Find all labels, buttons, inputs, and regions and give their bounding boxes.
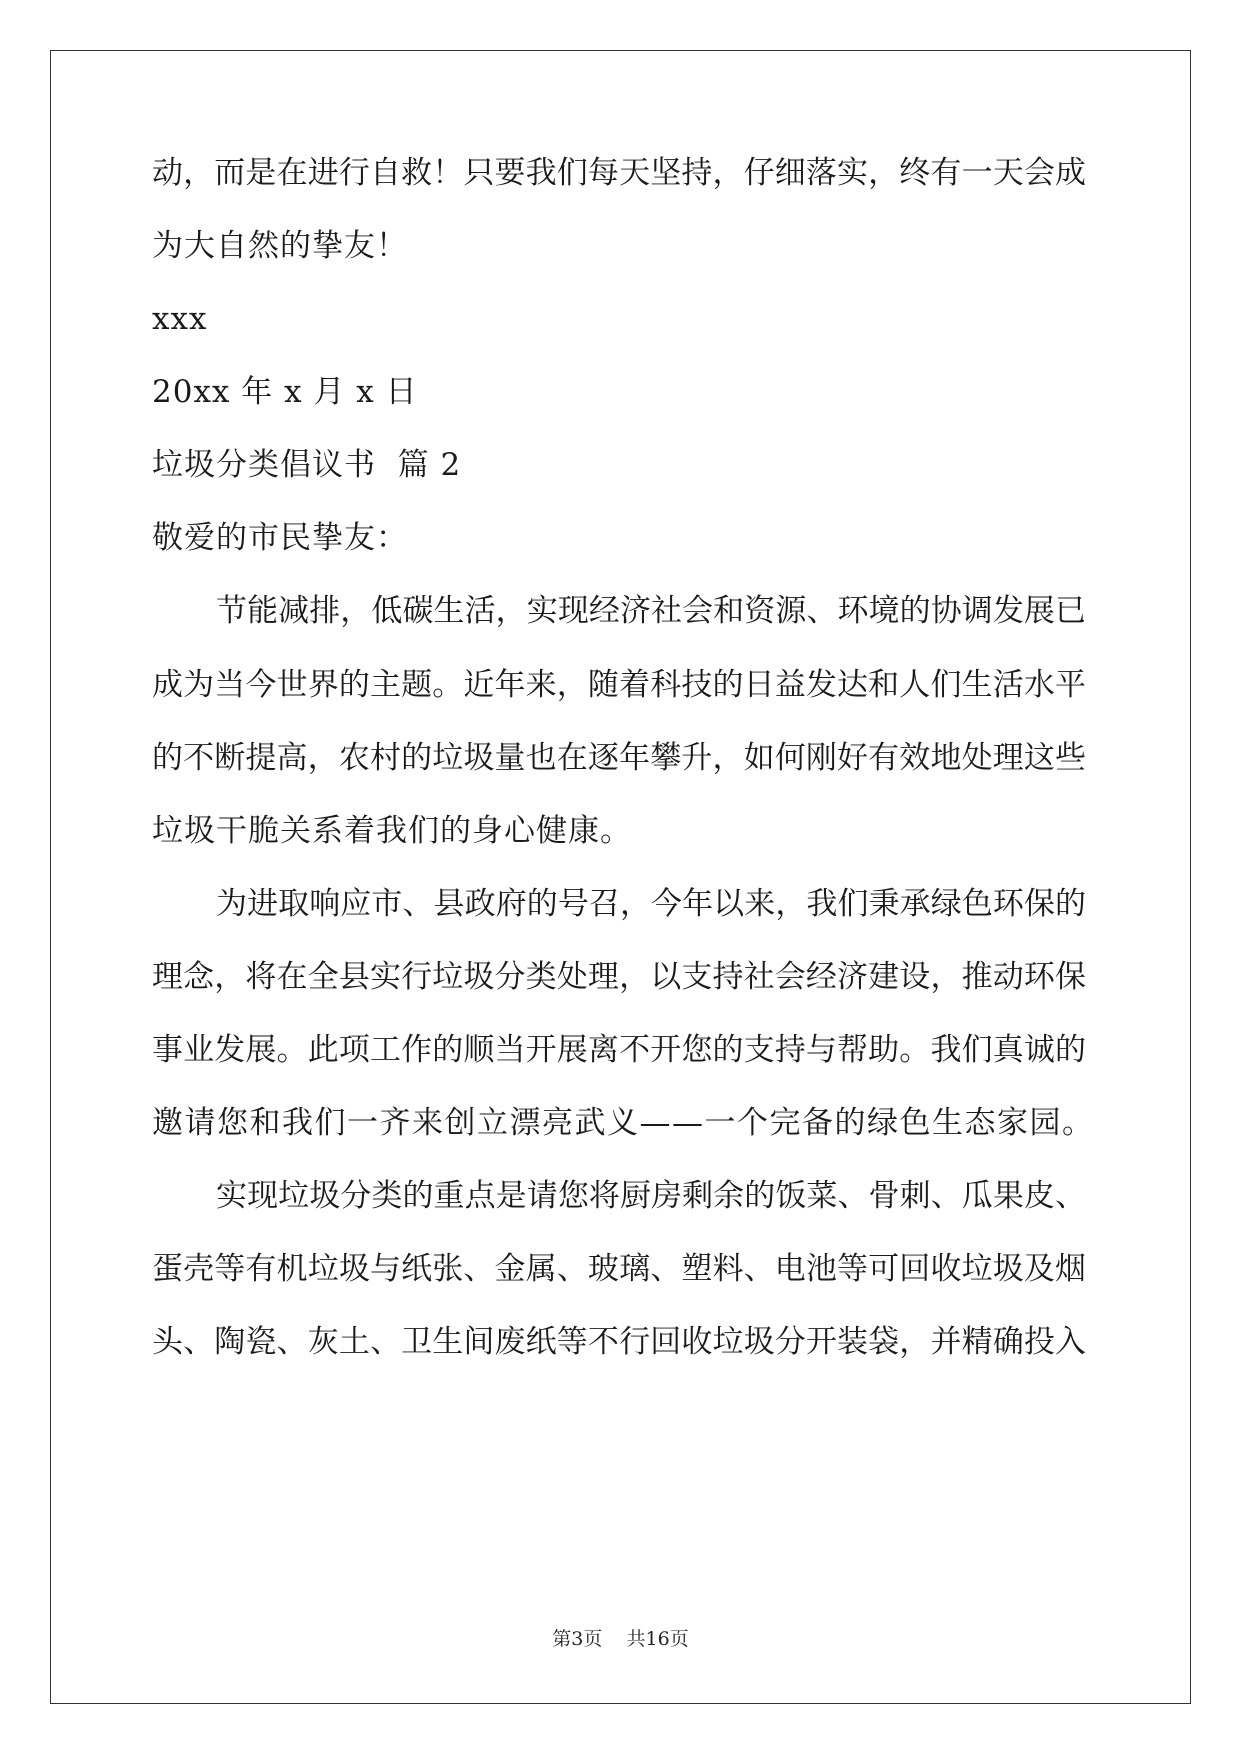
paragraph-1-line-3: 的不断提高，农村的垃圾量也在逐年攀升，如何刚好有效地处理这些 xyxy=(152,740,1086,776)
paragraph-3-line-2: 蛋壳等有机垃圾与纸张、金属、玻璃、塑料、电池等可回收垃圾及烟 xyxy=(152,1251,1086,1287)
footer-total-pages: 16 xyxy=(645,1628,670,1650)
footer-total-prefix: 共 xyxy=(626,1628,646,1650)
paragraph-1-line-4: 垃圾干脆关系着我们的身心健康。 xyxy=(152,813,632,849)
paragraph-2-line-1: 为进取响应市、县政府的号召，今年以来，我们秉承绿色环保的 xyxy=(216,886,1086,922)
paragraph-2-line-4: 邀请您和我们一齐来创立漂亮武义——一个完备的绿色生态家园。 xyxy=(152,1105,1095,1141)
paragraph-2-line-2: 理念，将在全县实行垃圾分类处理，以支持社会经济建设，推动环保 xyxy=(152,959,1086,995)
section-heading: 垃圾分类倡议书 篇 2 xyxy=(152,447,462,483)
paragraph-1-line-1: 节能减排，低碳生活，实现经济社会和资源、环境的协调发展已 xyxy=(216,593,1086,629)
body-line-1: 动，而是在进行自救！只要我们每天坚持，仔细落实，终有一天会成 xyxy=(152,155,1086,191)
page-border xyxy=(50,50,1191,1704)
paragraph-3-line-1: 实现垃圾分类的重点是请您将厨房剩余的饭菜、骨刺、瓜果皮、 xyxy=(216,1178,1086,1214)
footer-page-suffix: 页 xyxy=(583,1628,603,1650)
signature-date: 20xx 年 x 月 x 日 xyxy=(152,374,418,410)
paragraph-1-line-2: 成为当今世界的主题。近年来，随着科技的日益发达和人们生活水平 xyxy=(152,667,1086,703)
signature-name: xxx xyxy=(152,301,208,337)
footer-page-prefix: 第 xyxy=(552,1628,572,1650)
footer-total-suffix: 页 xyxy=(669,1628,689,1650)
page-footer xyxy=(0,1627,1241,1651)
salutation: 敬爱的市民挚友： xyxy=(152,520,408,556)
paragraph-3-line-3: 头、陶瓷、灰土、卫生间废纸等不行回收垃圾分开装袋，并精确投入 xyxy=(152,1324,1086,1360)
body-line-2: 为大自然的挚友！ xyxy=(152,228,408,264)
paragraph-2-line-3: 事业发展。此项工作的顺当开展离不开您的支持与帮助。我们真诚的 xyxy=(152,1032,1086,1068)
footer-current-page: 3 xyxy=(571,1628,584,1650)
